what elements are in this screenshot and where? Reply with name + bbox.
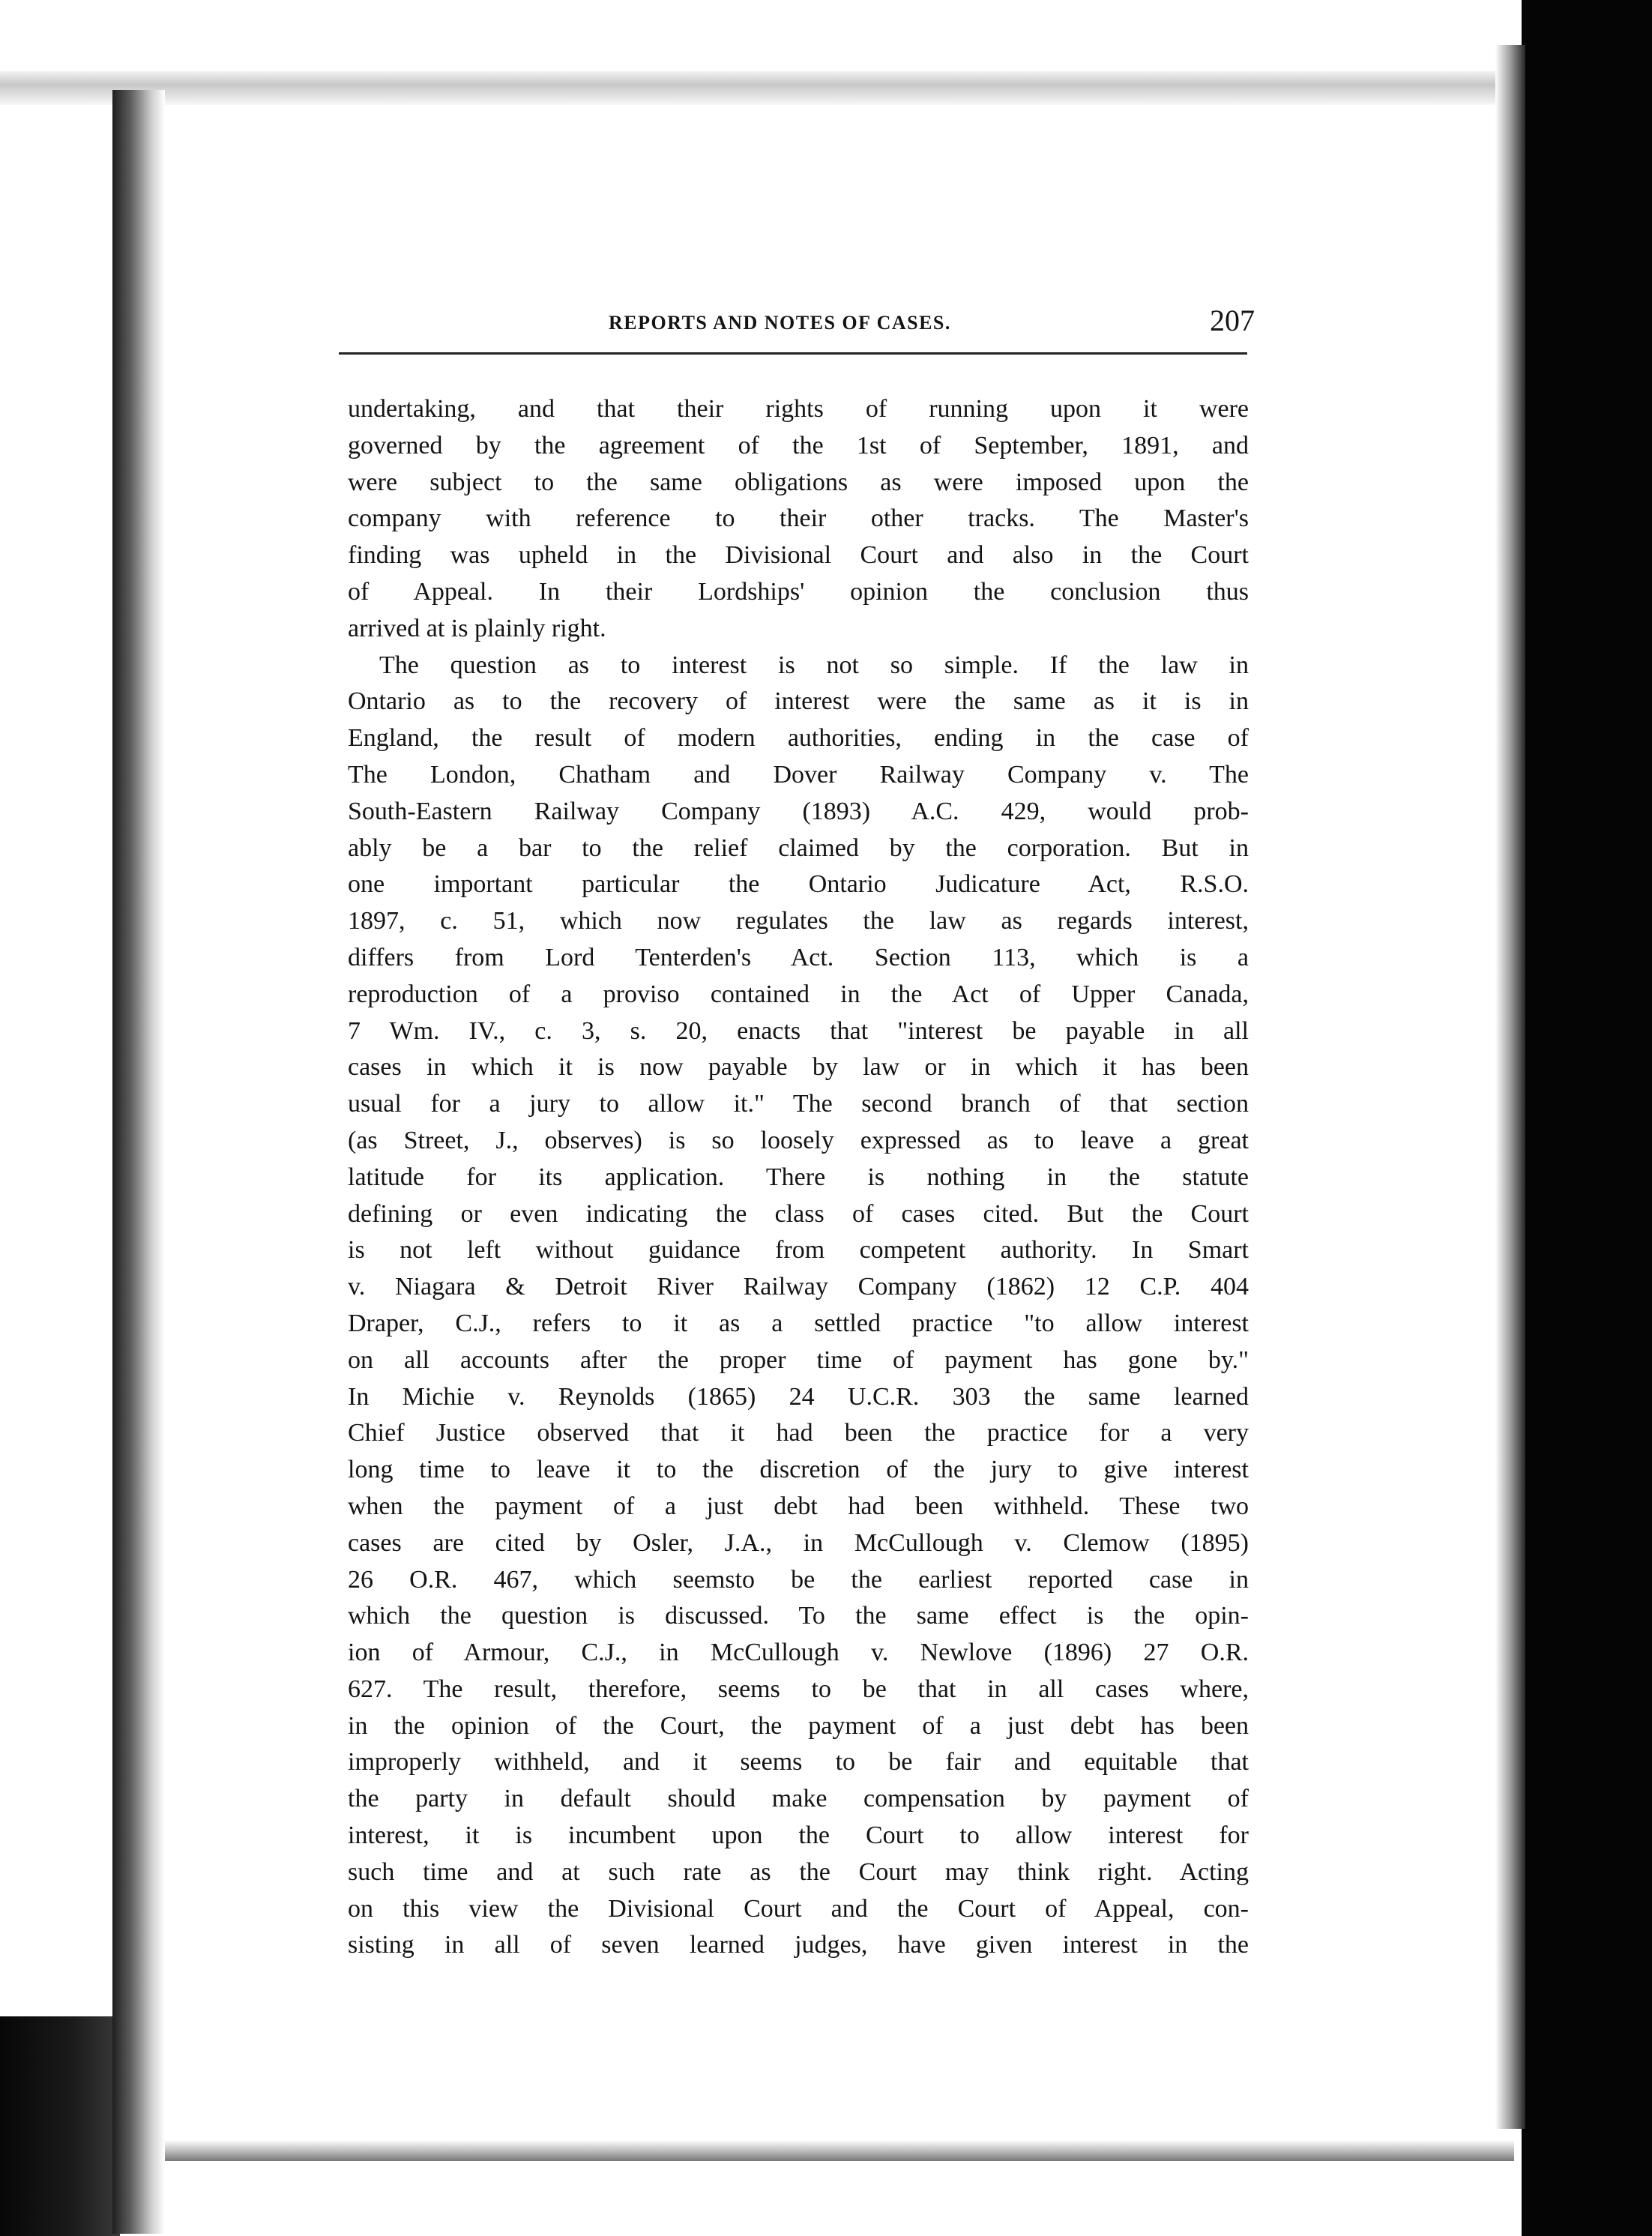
book-gutter-shadow <box>112 90 165 2234</box>
page-number: 207 <box>1210 304 1255 337</box>
text-line: cases in which it is now payable by law or in which it has been <box>348 1053 1249 1082</box>
text-line: defining or even indicating the class of cases cited. But the Court <box>348 1199 1249 1228</box>
text-line: ably be a bar to the relief claimed by the corporation. But in <box>348 834 1249 862</box>
text-line: on all accounts after the proper time of payment has gone by." <box>348 1345 1249 1374</box>
page-edge-bottom <box>165 2140 1514 2161</box>
text-line: on this view the Divisional Court and the Court of Appeal, con- <box>348 1894 1249 1923</box>
text-line: Ontario as to the recovery of interest were the same as it is in <box>348 687 1249 716</box>
text-line: In Michie v. Reynolds (1865) 24 U.C.R. 303 the same learned <box>348 1382 1249 1411</box>
text-line: differs from Lord Tenterden's Act. Section 113, which is a <box>348 943 1249 971</box>
running-head: REPORTS AND NOTES OF CASES. <box>609 312 951 334</box>
text-line: 26 O.R. 467, which seemsto be the earliest reported case in <box>348 1565 1249 1594</box>
text-line: undertaking, and that their rights of running upon it were <box>348 395 1249 423</box>
header-rule <box>339 352 1247 355</box>
text-line: The question as to interest is not so simple. If the law in <box>379 651 1249 679</box>
text-line: Draper, C.J., refers to it as a settled practice "to allow interest <box>348 1309 1249 1337</box>
text-line: (as Street, J., observes) is so loosely expressed as to leave a great <box>348 1126 1249 1154</box>
text-line: v. Niagara & Detroit River Railway Company (1862) 12 C.P. 404 <box>348 1273 1249 1301</box>
text-line: governed by the agreement of the 1st of September, 1891, and <box>348 431 1249 459</box>
text-line: cases are cited by Osler, J.A., in McCullough v. Clemow (1895) <box>348 1528 1249 1557</box>
text-line: improperly withheld, and it seems to be fair and equitable that <box>348 1748 1249 1777</box>
page-edge-top <box>0 71 1522 105</box>
text-line: reproduction of a proviso contained in the Act of Upper Canada, <box>348 980 1249 1008</box>
page-edge-right <box>1495 45 1525 2129</box>
text-line: is not left without guidance from competent authority. In Smart <box>348 1236 1249 1265</box>
scan-background-right <box>1522 0 1652 2236</box>
text-line: 1897, c. 51, which now regulates the law as regards interest, <box>348 907 1249 935</box>
text-line: arrived at is plainly right. <box>348 614 606 642</box>
text-line: of Appeal. In their Lordships' opinion the conclusion thus <box>348 577 1249 606</box>
text-line: in the opinion of the Court, the payment of a just debt has been <box>348 1711 1249 1740</box>
scan-background-bottom-left <box>0 2016 120 2236</box>
text-line: usual for a jury to allow it." The second branch of that section <box>348 1090 1249 1118</box>
text-line: sisting in all of seven learned judges, have given interest in the <box>348 1931 1249 1959</box>
text-line: which the question is discussed. To the same effect is the opin- <box>348 1602 1249 1630</box>
text-line: finding was upheld in the Divisional Court and also in the Court <box>348 541 1249 570</box>
text-line: The London, Chatham and Dover Railway Company v. The <box>348 760 1249 789</box>
body-text <box>348 391 1249 1964</box>
text-line: 7 Wm. IV., c. 3, s. 20, enacts that "interest be payable in all <box>348 1016 1249 1045</box>
text-line: company with reference to their other tracks. The Master's <box>348 504 1249 533</box>
text-line: interest, it is incumbent upon the Court to allow interest for <box>348 1821 1249 1850</box>
text-line: England, the result of modern authorities, ending in the case of <box>348 724 1249 753</box>
text-line: ion of Armour, C.J., in McCullough v. Newlove (1896) 27 O.R. <box>348 1639 1249 1667</box>
text-line: South-Eastern Railway Company (1893) A.C. 429, would prob- <box>348 797 1249 825</box>
text-line: such time and at such rate as the Court may think right. Acting <box>348 1857 1249 1886</box>
text-line: one important particular the Ontario Judicature Act, R.S.O. <box>348 870 1249 899</box>
text-line: latitude for its application. There is nothing in the statute <box>348 1163 1249 1191</box>
text-line: Chief Justice observed that it had been the practice for a very <box>348 1419 1249 1447</box>
text-line: when the payment of a just debt had been withheld. These two <box>348 1492 1249 1520</box>
text-line: 627. The result, therefore, seems to be that in all cases where, <box>348 1675 1249 1703</box>
text-line: the party in default should make compensation by payment of <box>348 1785 1249 1813</box>
text-line: long time to leave it to the discretion of the jury to give interest <box>348 1456 1249 1484</box>
text-line: were subject to the same obligations as were imposed upon the <box>348 468 1249 496</box>
page-header <box>346 298 1255 343</box>
